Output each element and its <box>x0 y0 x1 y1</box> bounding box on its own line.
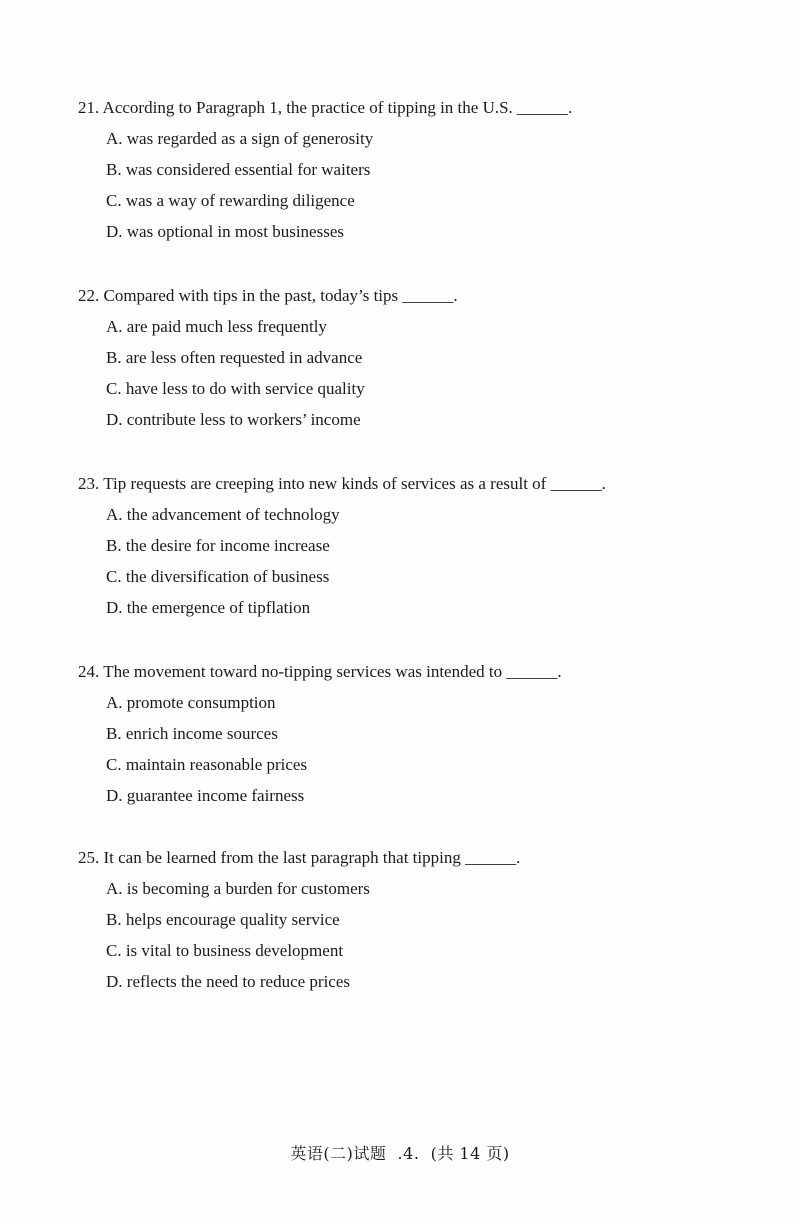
option-b: B. the desire for income increase <box>106 536 330 555</box>
option-d: D. contribute less to workers’ income <box>106 410 361 429</box>
question-stem: 23. Tip requests are creeping into new kinds of services as a result of ______. <box>78 474 606 493</box>
question-23 <box>78 474 758 618</box>
option-a: A. are paid much less frequently <box>106 317 327 336</box>
option-d: D. was optional in most businesses <box>106 222 344 241</box>
option-c: C. was a way of rewarding diligence <box>106 191 355 210</box>
option-list <box>78 129 758 242</box>
option-a: A. was regarded as a sign of generosity <box>106 129 374 148</box>
option-b: B. enrich income sources <box>106 724 278 743</box>
option-list <box>78 879 758 992</box>
option-a: A. is becoming a burden for customers <box>106 879 370 898</box>
option-c: C. maintain reasonable prices <box>106 755 308 774</box>
option-d: D. the emergence of tipflation <box>106 598 311 617</box>
option-d: D. reflects the need to reduce prices <box>106 972 351 991</box>
question-stem: 25. It can be learned from the last paragraph that tipping ______. <box>78 848 521 867</box>
page-footer: 英语(二)试题 .4. (共 14 页) <box>290 1144 510 1163</box>
option-list <box>78 505 758 618</box>
question-24 <box>78 662 758 806</box>
option-list <box>78 317 758 430</box>
question-21 <box>78 98 758 242</box>
option-c: C. is vital to business development <box>106 941 344 960</box>
option-d: D. guarantee income fairness <box>106 786 305 805</box>
option-list <box>78 693 758 806</box>
option-a: A. the advancement of technology <box>106 505 340 524</box>
option-a: A. promote consumption <box>106 693 276 712</box>
question-stem: 21. According to Paragraph 1, the practice of tipping in the U.S. ______. <box>78 98 573 117</box>
question-stem: 24. The movement toward no-tipping services was intended to ______. <box>78 662 562 681</box>
option-c: C. the diversification of business <box>106 567 330 586</box>
option-c: C. have less to do with service quality <box>106 379 365 398</box>
question-22 <box>78 286 758 430</box>
question-stem: 22. Compared with tips in the past, today’s tips ______. <box>78 286 458 305</box>
option-b: B. was considered essential for waiters <box>106 160 371 179</box>
option-b: B. helps encourage quality service <box>106 910 340 929</box>
question-25 <box>78 848 758 992</box>
option-b: B. are less often requested in advance <box>106 348 363 367</box>
